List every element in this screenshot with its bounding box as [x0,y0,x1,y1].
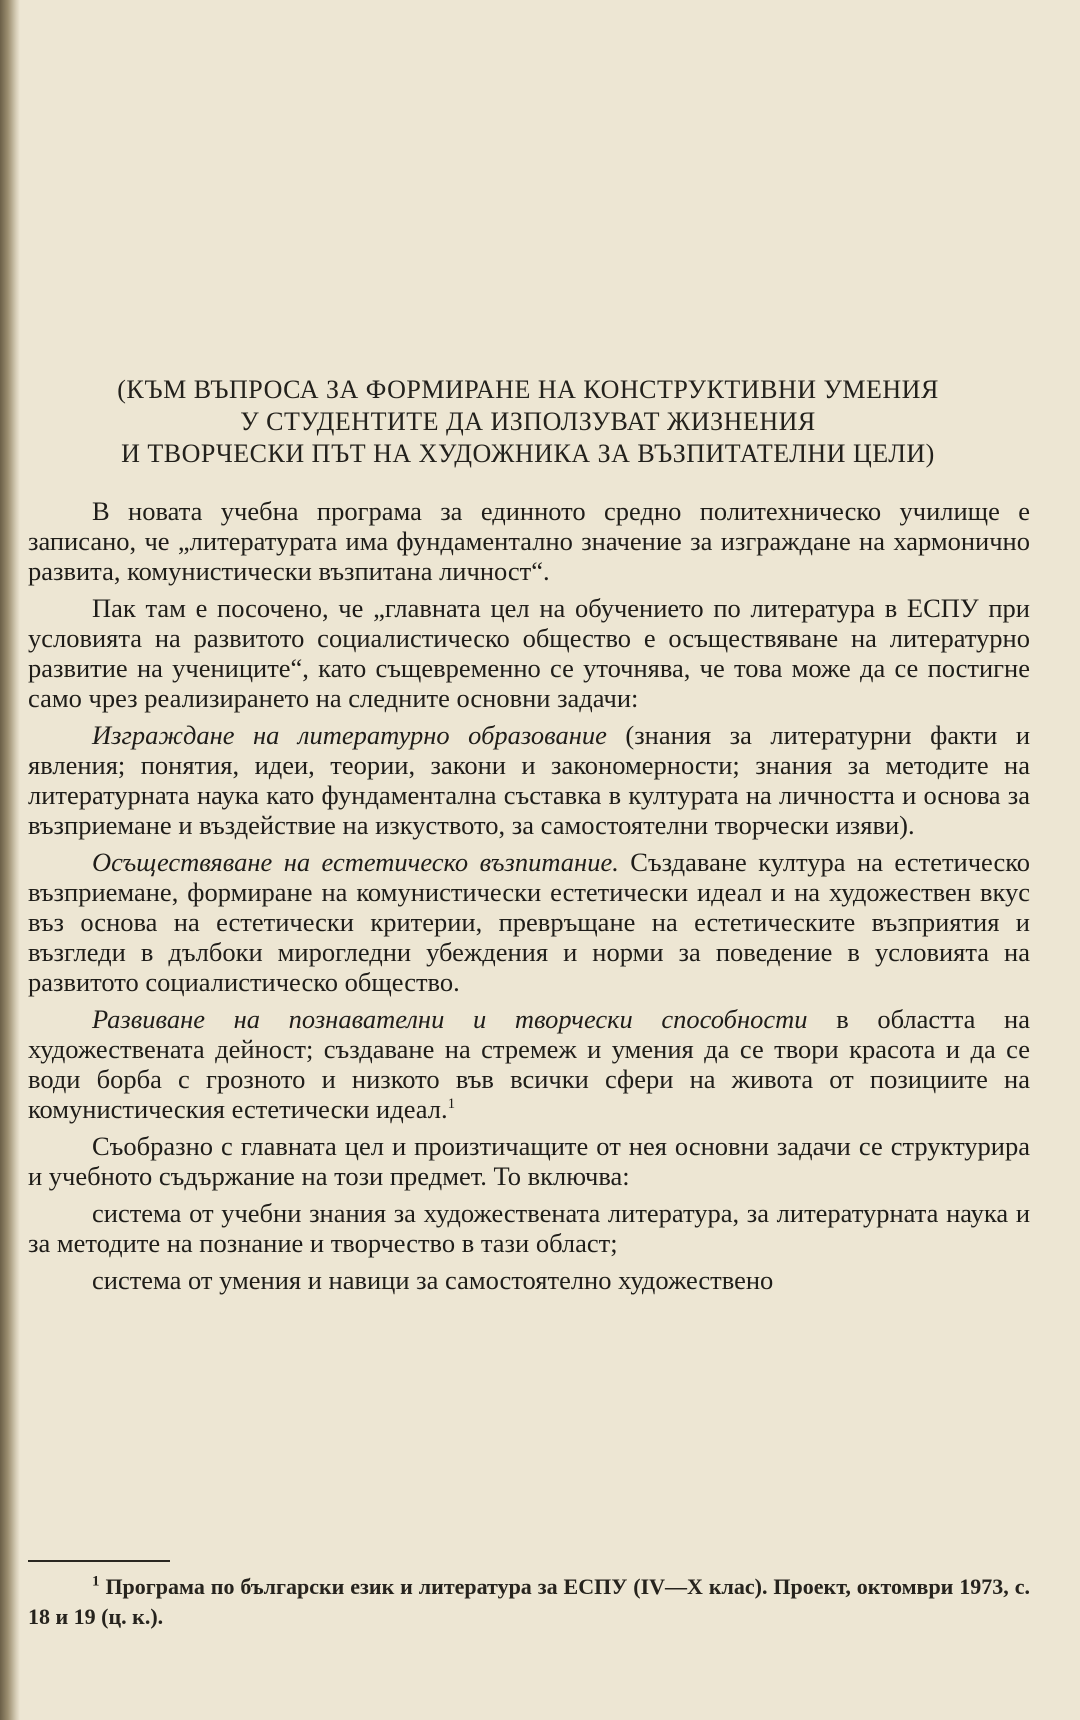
book-page [28,0,1052,1720]
paragraph-2: Пак там е посочено, че „главната цел на обучението по литература в ЕСПУ при условията на развитото социалистическо общество е осъществяване на литературно развитие на учениците“, като същевременно се уточнява, че това може да се постигне само чрез реализирането на следните основни задачи: [28,593,1030,713]
paragraph-4 [28,847,1030,997]
chapter-title [28,374,1028,470]
footnote-reference[interactable]: 1 [447,1096,456,1113]
paragraph-4-emphasis: Осъществяване на естетическо възпитание. [92,847,619,877]
footnote-marker: 1 [92,1573,100,1590]
body-text [28,496,1030,1302]
paragraph-3 [28,720,1030,840]
paragraph-8: система от умения и навици за самостоятелно художествено [92,1265,774,1295]
footnote-text: Програма по български език и литература за ЕСПУ (IV—X клас). Проект, октомври 1973, с. 18 и 19 (ц. к.). [28,1574,1030,1629]
paragraph-7: система от учебни знания за художествената литература, за литературната наука и за методите на познание и творчество в тази област; [28,1198,1030,1258]
paragraph-5-emphasis: Развиване на познавателни и творчески способности [92,1004,808,1034]
book-spine-shadow [0,0,20,1720]
paragraph-3-emphasis: Изграждане на литературно образование [92,720,607,750]
footnote-divider [28,1560,170,1562]
paragraph-1: В новата учебна програма за единното средно политехническо училище е записано, че „литературата има фундаментално значение за изграждане на хармонично развита, комунистически възпитана личност“. [28,496,1030,586]
title-line-1: (КЪМ ВЪПРОСА ЗА ФОРМИРАНЕ НА КОНСТРУКТИВНИ УМЕНИЯ [117,375,939,404]
paragraph-5-text: в областта на художествената дейност; създаване на стремеж и умения да се твори красота и да се води борба с грозното и низкото във всички сфери на живота от позициите на комунистическия естетически идеал. [28,1004,1030,1124]
paragraph-4-text: Създаване култура на естетическо възприемане, формиране на комунистически естетически идеал и на художествен вкус въз основа на естетически критерии, превръщане на естетическите възприятия и възгледи в дълбоки мирогледни убеждения и норми за поведение в условията на развитото социалистическо общество. [28,847,1031,997]
paragraph-6: Съобразно с главната цел и произтичащите от нея основни задачи се структурира и учебното съдържание на този предмет. То включва: [28,1131,1030,1191]
paragraph-5 [28,1004,1030,1124]
footnote [28,1572,1030,1632]
paragraph-3-text: (знания за литературни факти и явления; понятия, идеи, теории, закони и закономерности; знания за методите на литературната наука като фундаментална съставка в културата на личността и основа за възприемане и въздействие на изкуството, за самостоятелни творчески изяви). [28,720,1031,840]
title-line-2: У СТУДЕНТИТЕ ДА ИЗПОЛЗУВАТ ЖИЗНЕНИЯ [240,407,816,436]
title-line-3: И ТВОРЧЕСКИ ПЪТ НА ХУДОЖНИКА ЗА ВЪЗПИТАТЕЛНИ ЦЕЛИ) [121,439,935,468]
